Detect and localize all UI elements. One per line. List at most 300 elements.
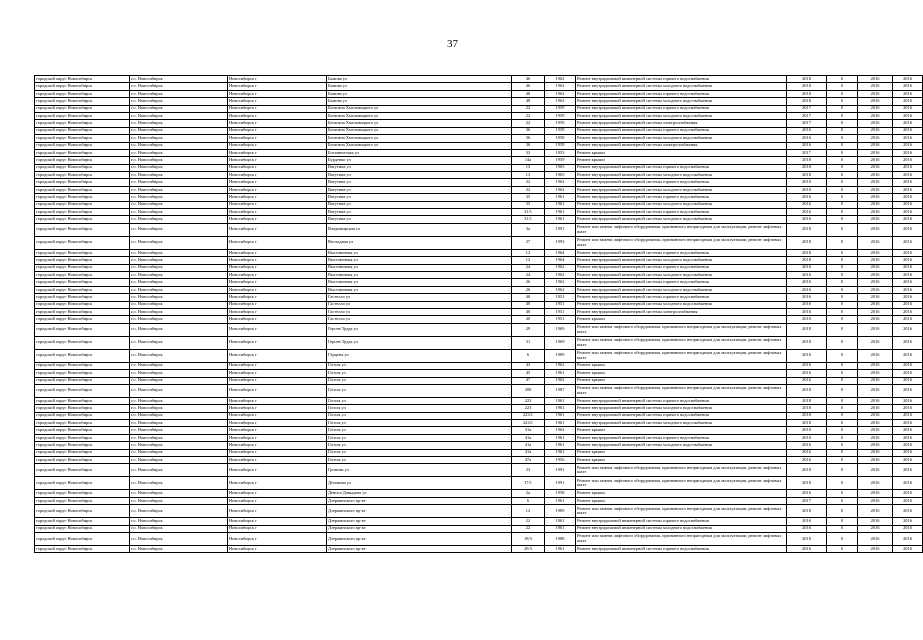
table-row — [35, 157, 923, 164]
end-year-cell: 2016 — [893, 179, 923, 186]
house-cell: 6 — [512, 349, 545, 362]
zero-cell: 0 — [827, 525, 858, 532]
municipality-cell: городской округ Новосибирск — [35, 76, 130, 83]
street-cell: Гоголя ул — [327, 457, 512, 464]
city-cell: Новосибирск г — [228, 449, 327, 456]
district-cell: г.о. Новосибирск — [130, 490, 228, 497]
year-built-cell: 1961 — [545, 497, 576, 504]
table-row — [35, 323, 923, 336]
house-cell: 47а — [512, 457, 545, 464]
street-cell: Ватутина ул — [327, 209, 512, 216]
work-type-cell: Ремонт внутридомовой инженерной системы горячего водоснабжения — [576, 412, 787, 419]
plan-year-cell: 2018 — [787, 412, 827, 419]
work-type-cell: Ремонт внутридомовой инженерной системы холодного водоснабжения — [576, 201, 787, 208]
municipality-cell: городской округ Новосибирск — [35, 120, 130, 127]
plan-year-cell: 2017 — [787, 112, 827, 119]
start-year-cell: 2016 — [858, 264, 893, 271]
city-cell: Новосибирск г — [228, 384, 327, 397]
district-cell: г.о. Новосибирск — [130, 179, 228, 186]
end-year-cell: 2016 — [893, 545, 923, 552]
start-year-cell: 2016 — [858, 249, 893, 256]
work-type-cell: Ремонт внутридомовой инженерной системы холодного водоснабжения — [576, 442, 787, 449]
plan-year-cell: 2016 — [787, 127, 827, 134]
table-row — [35, 105, 923, 112]
zero-cell: 0 — [827, 442, 858, 449]
year-built-cell: 1959 — [545, 157, 576, 164]
municipality-cell: городской округ Новосибирск — [35, 264, 130, 271]
municipality-cell: городской округ Новосибирск — [35, 477, 130, 490]
plan-year-cell: 2018 — [787, 323, 827, 336]
street-cell: Бажова ул — [327, 76, 512, 83]
municipality-cell: городской округ Новосибирск — [35, 316, 130, 323]
year-built-cell: 1962 — [545, 286, 576, 293]
table-row — [35, 286, 923, 293]
city-cell: Новосибирск г — [228, 179, 327, 186]
year-built-cell: 1969 — [545, 323, 576, 336]
end-year-cell: 2016 — [893, 316, 923, 323]
city-cell: Новосибирск г — [228, 457, 327, 464]
street-cell: Выставочная ул — [327, 271, 512, 278]
work-type-cell: Ремонт внутридомовой инженерной системы горячего водоснабжения — [576, 179, 787, 186]
city-cell: Новосибирск г — [228, 532, 327, 545]
year-built-cell: 1961 — [545, 370, 576, 377]
plan-year-cell: 2017 — [787, 120, 827, 127]
municipality-cell: городской округ Новосибирск — [35, 142, 130, 149]
end-year-cell: 2016 — [893, 434, 923, 441]
plan-year-cell: 2018 — [787, 223, 827, 236]
zero-cell: 0 — [827, 257, 858, 264]
district-cell: г.о. Новосибирск — [130, 236, 228, 249]
street-cell: Ватутина ул — [327, 201, 512, 208]
work-type-cell: Ремонт крыши — [576, 316, 787, 323]
zero-cell: 0 — [827, 362, 858, 369]
end-year-cell: 2016 — [893, 90, 923, 97]
start-year-cell: 2016 — [858, 257, 893, 264]
plan-year-cell: 2016 — [787, 186, 827, 193]
city-cell: Новосибирск г — [228, 301, 327, 308]
street-cell: Владимирская ул — [327, 223, 512, 236]
end-year-cell: 2016 — [893, 209, 923, 216]
zero-cell: 0 — [827, 286, 858, 293]
zero-cell: 0 — [827, 397, 858, 404]
work-type-cell: Ремонт внутридомовой инженерной системы горячего водоснабжения — [576, 397, 787, 404]
work-type-cell: Ремонт внутридомовой инженерной системы горячего водоснабжения — [576, 76, 787, 83]
plan-year-cell: 2016 — [787, 308, 827, 315]
work-type-cell: Ремонт внутридомовой инженерной системы горячего водоснабжения — [576, 105, 787, 112]
municipality-cell: городской округ Новосибирск — [35, 179, 130, 186]
year-built-cell: 1953 — [545, 149, 576, 156]
city-cell: Новосибирск г — [228, 209, 327, 216]
start-year-cell: 2016 — [858, 384, 893, 397]
street-cell: Бажова ул — [327, 90, 512, 97]
table-row — [35, 90, 923, 97]
table-row — [35, 349, 923, 362]
end-year-cell: 2016 — [893, 532, 923, 545]
start-year-cell: 2016 — [858, 142, 893, 149]
street-cell: Выставочная ул — [327, 286, 512, 293]
street-cell: Выставочная ул — [327, 257, 512, 264]
start-year-cell: 2016 — [858, 412, 893, 419]
street-cell: Ватутина ул — [327, 216, 512, 223]
house-cell: 22 — [512, 112, 545, 119]
street-cell: Дениса Давыдова ул — [327, 490, 512, 497]
plan-year-cell: 2016 — [787, 264, 827, 271]
city-cell: Новосибирск г — [228, 370, 327, 377]
table-row — [35, 172, 923, 179]
city-cell: Новосибирск г — [228, 157, 327, 164]
end-year-cell: 2016 — [893, 172, 923, 179]
year-built-cell: 1962 — [545, 264, 576, 271]
municipality-cell: городской округ Новосибирск — [35, 294, 130, 301]
district-cell: г.о. Новосибирск — [130, 164, 228, 171]
work-type-cell: Ремонт внутридомовой инженерной системы электроснабжения — [576, 120, 787, 127]
end-year-cell: 2016 — [893, 449, 923, 456]
city-cell: Новосибирск г — [228, 201, 327, 208]
house-cell: 23 — [512, 464, 545, 477]
plan-year-cell: 2018 — [787, 249, 827, 256]
table-row — [35, 370, 923, 377]
plan-year-cell: 2017 — [787, 497, 827, 504]
table-row — [35, 257, 923, 264]
house-cell: 22 — [512, 179, 545, 186]
start-year-cell: 2016 — [858, 449, 893, 456]
municipality-cell: городской округ Новосибирск — [35, 127, 130, 134]
end-year-cell: 2016 — [893, 308, 923, 315]
district-cell: г.о. Новосибирск — [130, 442, 228, 449]
street-cell: Гоголя ул — [327, 405, 512, 412]
house-cell: 46 — [512, 76, 545, 83]
district-cell: г.о. Новосибирск — [130, 149, 228, 156]
district-cell: г.о. Новосибирск — [130, 186, 228, 193]
work-type-cell: Ремонт внутридомовой инженерной системы горячего водоснабжения — [576, 518, 787, 525]
end-year-cell: 2016 — [893, 157, 923, 164]
district-cell: г.о. Новосибирск — [130, 301, 228, 308]
municipality-cell: городской округ Новосибирск — [35, 236, 130, 249]
table-row — [35, 449, 923, 456]
zero-cell: 0 — [827, 294, 858, 301]
table-row — [35, 135, 923, 142]
end-year-cell: 2016 — [893, 301, 923, 308]
plan-year-cell: 2016 — [787, 377, 827, 384]
table-row — [35, 464, 923, 477]
end-year-cell: 2016 — [893, 257, 923, 264]
municipality-cell: городской округ Новосибирск — [35, 216, 130, 223]
zero-cell: 0 — [827, 120, 858, 127]
plan-year-cell: 2016 — [787, 442, 827, 449]
district-cell: г.о. Новосибирск — [130, 420, 228, 427]
house-cell: 223/1 — [512, 412, 545, 419]
year-built-cell: 1962 — [545, 271, 576, 278]
plan-year-cell: 2018 — [787, 477, 827, 490]
start-year-cell: 2016 — [858, 98, 893, 105]
page-number: 37 — [447, 38, 458, 50]
year-built-cell: 1962 — [545, 377, 576, 384]
street-cell: Гоголя ул — [327, 377, 512, 384]
municipality-cell: городской округ Новосибирск — [35, 384, 130, 397]
end-year-cell: 2016 — [893, 525, 923, 532]
start-year-cell: 2016 — [858, 149, 893, 156]
district-cell: г.о. Новосибирск — [130, 434, 228, 441]
city-cell: Новосибирск г — [228, 336, 327, 349]
end-year-cell: 2016 — [893, 83, 923, 90]
municipality-cell: городской округ Новосибирск — [35, 442, 130, 449]
plan-year-cell: 2016 — [787, 349, 827, 362]
plan-year-cell: 2016 — [787, 271, 827, 278]
house-cell: 14а — [512, 157, 545, 164]
municipality-cell: городской округ Новосибирск — [35, 149, 130, 156]
table-row — [35, 98, 923, 105]
street-cell: Гоголя ул — [327, 442, 512, 449]
start-year-cell: 2016 — [858, 405, 893, 412]
table-row — [35, 236, 923, 249]
start-year-cell: 2016 — [858, 112, 893, 119]
municipality-cell: городской округ Новосибирск — [35, 490, 130, 497]
start-year-cell: 2016 — [858, 505, 893, 518]
municipality-cell: городской округ Новосибирск — [35, 209, 130, 216]
year-built-cell: 1951 — [545, 301, 576, 308]
street-cell: Гоголя ул — [327, 412, 512, 419]
house-cell: 24 — [512, 271, 545, 278]
work-type-cell: Ремонт внутридомовой инженерной системы холодного водоснабжения — [576, 525, 787, 532]
district-cell: г.о. Новосибирск — [130, 201, 228, 208]
start-year-cell: 2016 — [858, 442, 893, 449]
zero-cell: 0 — [827, 127, 858, 134]
district-cell: г.о. Новосибирск — [130, 427, 228, 434]
end-year-cell: 2016 — [893, 336, 923, 349]
year-built-cell: 1958 — [545, 135, 576, 142]
table-row — [35, 76, 923, 83]
zero-cell: 0 — [827, 412, 858, 419]
work-type-cell: Ремонт или замена лифтового оборудования, признанного непригодным для эксплуатации, ремонт лифтовых шахт — [576, 236, 787, 249]
city-cell: Новосибирск г — [228, 497, 327, 504]
city-cell: Новосибирск г — [228, 98, 327, 105]
city-cell: Новосибирск г — [228, 257, 327, 264]
plan-year-cell: 2018 — [787, 397, 827, 404]
end-year-cell: 2016 — [893, 216, 923, 223]
house-cell: 22 — [512, 105, 545, 112]
house-cell: 29/3 — [512, 545, 545, 552]
street-cell: Гоголя ул — [327, 449, 512, 456]
plan-year-cell: 2016 — [787, 518, 827, 525]
street-cell: Гоголя ул — [327, 427, 512, 434]
end-year-cell: 2016 — [893, 457, 923, 464]
street-cell: Бажова ул — [327, 98, 512, 105]
street-cell: Дзержинского пр-кт — [327, 532, 512, 545]
street-cell: Ватутина ул — [327, 172, 512, 179]
start-year-cell: 2016 — [858, 76, 893, 83]
work-type-cell: Ремонт внутридомовой инженерной системы холодного водоснабжения — [576, 112, 787, 119]
start-year-cell: 2016 — [858, 83, 893, 90]
zero-cell: 0 — [827, 279, 858, 286]
plan-year-cell: 2016 — [787, 427, 827, 434]
end-year-cell: 2016 — [893, 384, 923, 397]
district-cell: г.о. Новосибирск — [130, 279, 228, 286]
plan-year-cell: 2016 — [787, 370, 827, 377]
zero-cell: 0 — [827, 545, 858, 552]
year-built-cell: 1989 — [545, 505, 576, 518]
plan-year-cell: 2018 — [787, 464, 827, 477]
end-year-cell: 2016 — [893, 349, 923, 362]
house-cell: 12 — [512, 249, 545, 256]
street-cell: Демакова ул — [327, 477, 512, 490]
district-cell: г.о. Новосибирск — [130, 127, 228, 134]
start-year-cell: 2016 — [858, 216, 893, 223]
year-built-cell: 1958 — [545, 142, 576, 149]
municipality-cell: городской округ Новосибирск — [35, 301, 130, 308]
plan-year-cell: 2018 — [787, 157, 827, 164]
start-year-cell: 2016 — [858, 179, 893, 186]
table-row — [35, 420, 923, 427]
plan-year-cell: 2016 — [787, 490, 827, 497]
year-built-cell: 1959 — [545, 105, 576, 112]
table-row — [35, 83, 923, 90]
city-cell: Новосибирск г — [228, 186, 327, 193]
plan-year-cell: 2016 — [787, 286, 827, 293]
municipality-cell: городской округ Новосибирск — [35, 90, 130, 97]
year-built-cell: 1961 — [545, 405, 576, 412]
zero-cell: 0 — [827, 172, 858, 179]
year-built-cell: 1965 — [545, 172, 576, 179]
city-cell: Новосибирск г — [228, 83, 327, 90]
year-built-cell: 1989 — [545, 349, 576, 362]
table-row — [35, 223, 923, 236]
zero-cell: 0 — [827, 449, 858, 456]
year-built-cell: 1962 — [545, 76, 576, 83]
year-built-cell: 1961 — [545, 442, 576, 449]
zero-cell: 0 — [827, 464, 858, 477]
table-row — [35, 209, 923, 216]
district-cell: г.о. Новосибирск — [130, 518, 228, 525]
house-cell: 36 — [512, 135, 545, 142]
start-year-cell: 2016 — [858, 464, 893, 477]
zero-cell: 0 — [827, 308, 858, 315]
plan-year-cell: 2018 — [787, 420, 827, 427]
start-year-cell: 2016 — [858, 164, 893, 171]
zero-cell: 0 — [827, 186, 858, 193]
table-row — [35, 427, 923, 434]
table-row — [35, 301, 923, 308]
year-built-cell: 1962 — [545, 279, 576, 286]
start-year-cell: 2016 — [858, 477, 893, 490]
end-year-cell: 2016 — [893, 142, 923, 149]
city-cell: Новосибирск г — [228, 308, 327, 315]
start-year-cell: 2016 — [858, 497, 893, 504]
municipality-cell: городской округ Новосибирск — [35, 223, 130, 236]
work-type-cell: Ремонт крыши — [576, 457, 787, 464]
start-year-cell: 2016 — [858, 377, 893, 384]
street-cell: Гёрцена ул — [327, 349, 512, 362]
district-cell: г.о. Новосибирск — [130, 497, 228, 504]
year-built-cell: 1961 — [545, 545, 576, 552]
end-year-cell: 2016 — [893, 370, 923, 377]
table-row — [35, 442, 923, 449]
house-cell: 41а — [512, 442, 545, 449]
district-cell: г.о. Новосибирск — [130, 216, 228, 223]
house-cell: 223 — [512, 405, 545, 412]
city-cell: Новосибирск г — [228, 223, 327, 236]
municipality-cell: городской округ Новосибирск — [35, 370, 130, 377]
house-cell: 6 — [512, 497, 545, 504]
work-type-cell: Ремонт внутридомовой инженерной системы холодного водоснабжения — [576, 301, 787, 308]
start-year-cell: 2016 — [858, 186, 893, 193]
municipality-cell: городской округ Новосибирск — [35, 286, 130, 293]
zero-cell: 0 — [827, 112, 858, 119]
city-cell: Новосибирск г — [228, 127, 327, 134]
city-cell: Новосибирск г — [228, 271, 327, 278]
house-cell: 22 — [512, 186, 545, 193]
district-cell: г.о. Новосибирск — [130, 76, 228, 83]
work-type-cell: Ремонт или замена лифтового оборудования, признанного непригодным для эксплуатации, ремонт лифтовых шахт — [576, 532, 787, 545]
city-cell: Новосибирск г — [228, 120, 327, 127]
table-row — [35, 201, 923, 208]
table-row — [35, 384, 923, 397]
year-built-cell: 1991 — [545, 223, 576, 236]
work-type-cell: Ремонт внутридомовой инженерной системы горячего водоснабжения — [576, 434, 787, 441]
house-cell: 40 — [512, 308, 545, 315]
house-cell: 36 — [512, 127, 545, 134]
end-year-cell: 2016 — [893, 201, 923, 208]
city-cell: Новосибирск г — [228, 362, 327, 369]
house-cell: 24 — [512, 264, 545, 271]
district-cell: г.о. Новосибирск — [130, 194, 228, 201]
street-cell: Громова ул — [327, 464, 512, 477]
year-built-cell: 1962 — [545, 90, 576, 97]
table-row — [35, 545, 923, 552]
work-type-cell: Ремонт внутридомовой инженерной системы холодного водоснабжения — [576, 420, 787, 427]
start-year-cell: 2016 — [858, 223, 893, 236]
table-row — [35, 405, 923, 412]
start-year-cell: 2016 — [858, 120, 893, 127]
end-year-cell: 2016 — [893, 236, 923, 249]
end-year-cell: 2016 — [893, 427, 923, 434]
house-cell: 43 — [512, 362, 545, 369]
house-cell: 35 — [512, 194, 545, 201]
street-cell: Выставочная ул — [327, 279, 512, 286]
table-row — [35, 518, 923, 525]
street-cell: Гоголя ул — [327, 397, 512, 404]
year-built-cell: 1964 — [545, 257, 576, 264]
municipality-cell: городской округ Новосибирск — [35, 271, 130, 278]
municipality-cell: городской округ Новосибирск — [35, 83, 130, 90]
start-year-cell: 2016 — [858, 90, 893, 97]
zero-cell: 0 — [827, 76, 858, 83]
plan-year-cell: 2016 — [787, 201, 827, 208]
plan-year-cell: 2016 — [787, 279, 827, 286]
district-cell: г.о. Новосибирск — [130, 286, 228, 293]
year-built-cell: 1961 — [545, 434, 576, 441]
table-row — [35, 127, 923, 134]
work-type-cell: Ремонт или замена лифтового оборудования, признанного непригодным для эксплуатации, ремонт лифтовых шахт — [576, 223, 787, 236]
table-row — [35, 294, 923, 301]
start-year-cell: 2016 — [858, 362, 893, 369]
street-cell: Дзержинского пр-кт — [327, 525, 512, 532]
zero-cell: 0 — [827, 83, 858, 90]
district-cell: г.о. Новосибирск — [130, 172, 228, 179]
start-year-cell: 2016 — [858, 490, 893, 497]
plan-year-cell: 2016 — [787, 209, 827, 216]
district-cell: г.о. Новосибирск — [130, 120, 228, 127]
work-type-cell: Ремонт или замена лифтового оборудования, признанного непригодным для эксплуатации, ремонт лифтовых шахт — [576, 464, 787, 477]
work-type-cell: Ремонт внутридомовой инженерной системы электроснабжения — [576, 308, 787, 315]
district-cell: г.о. Новосибирск — [130, 349, 228, 362]
work-type-cell: Ремонт внутридомовой инженерной системы холодного водоснабжения — [576, 257, 787, 264]
work-type-cell: Ремонт или замена лифтового оборудования, признанного непригодным для эксплуатации, ремонт лифтовых шахт — [576, 505, 787, 518]
plan-year-cell: 2016 — [787, 179, 827, 186]
end-year-cell: 2016 — [893, 271, 923, 278]
year-built-cell: 1961 — [545, 397, 576, 404]
house-cell: 31/1 — [512, 216, 545, 223]
work-type-cell: Ремонт или замена лифтового оборудования, признанного непригодным для эксплуатации, ремонт лифтовых шахт — [576, 384, 787, 397]
